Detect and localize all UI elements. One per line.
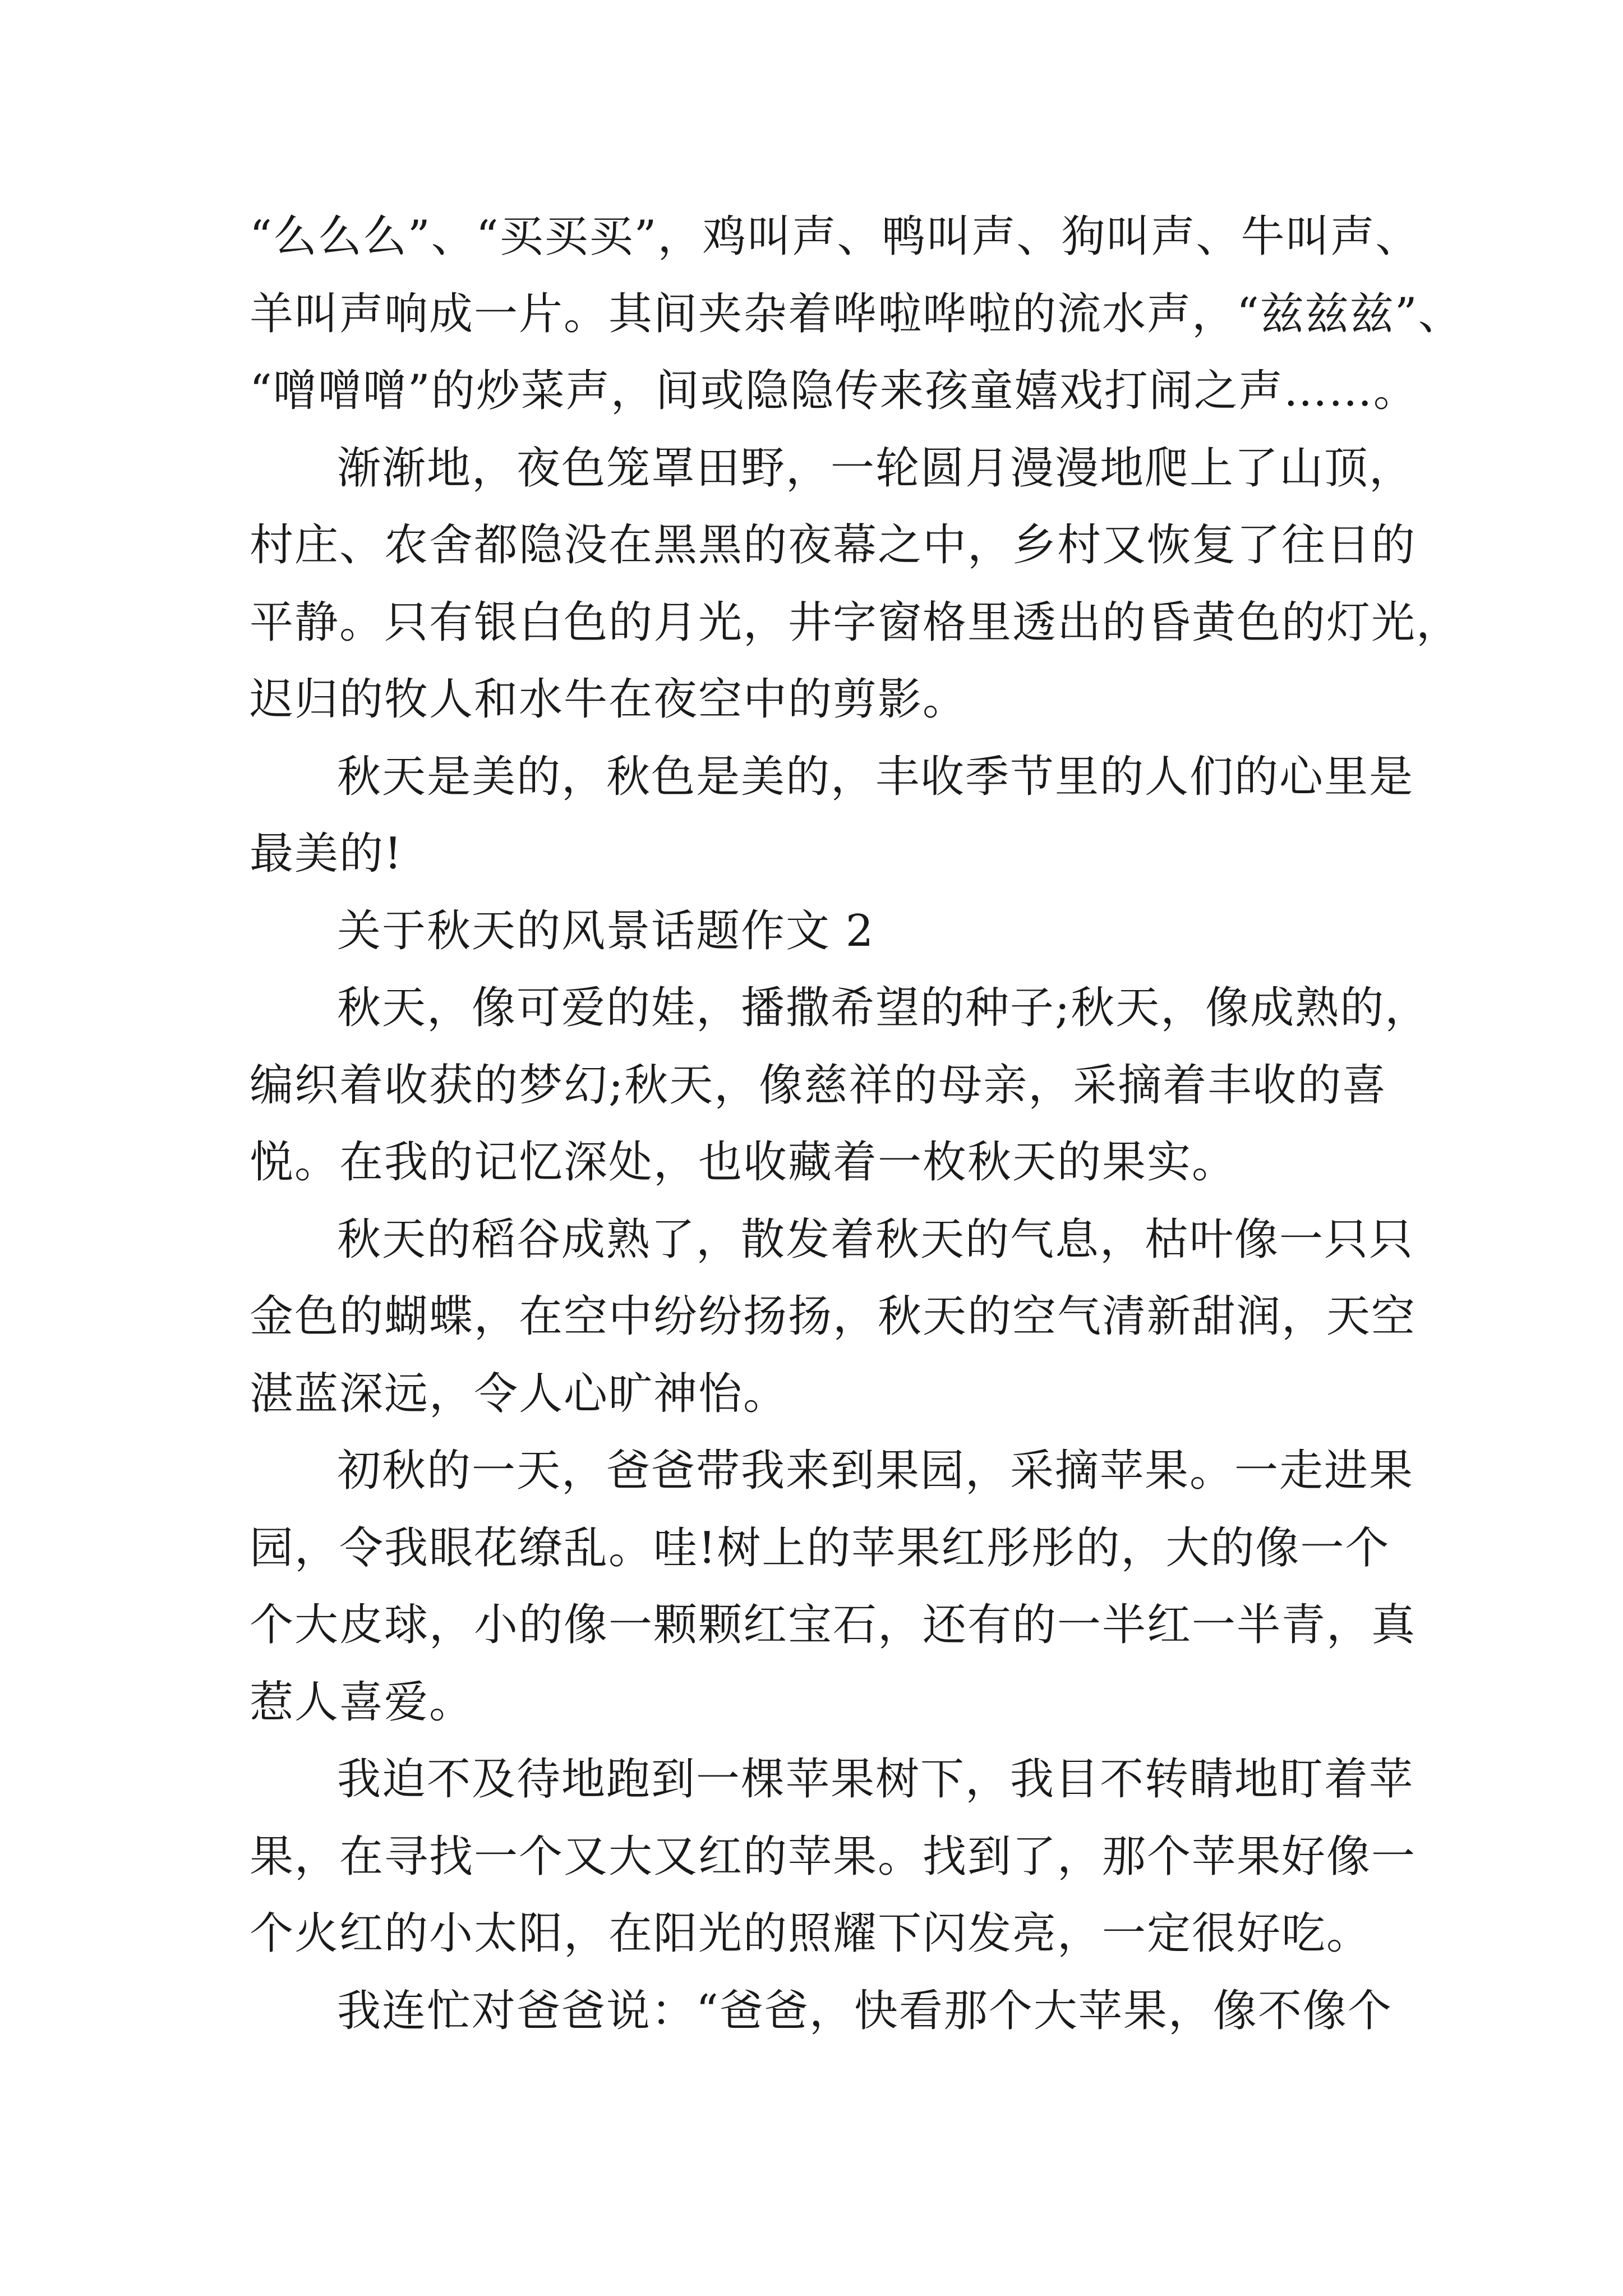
text-line: 秋天的稻谷成熟了，散发着秋天的气息，枯叶像一只只 [337,1214,1414,1265]
text-line: “噌噌噌”的炒菜声，间或隐隐传来孩童嬉戏打闹之声……。 [250,366,1418,416]
text-line: 羊叫声响成一片。其间夹杂着哗啦哗啦的流水声，“兹兹兹”、 [250,288,1463,339]
text-line: 关于秋天的风景话题作文 2 [337,905,875,956]
text-line: 惹人喜爱。 [250,1677,474,1728]
text-line: 悦。在我的记忆深处，也收藏着一枚秋天的果实。 [250,1137,1237,1188]
text-line: 村庄、农舍都隐没在黑黑的夜幕之中，乡村又恢复了往日的 [250,520,1417,570]
text-line: 我迫不及待地跑到一棵苹果树下，我目不转睛地盯着苹 [337,1754,1414,1805]
text-line: 迟归的牧人和水牛在夜空中的剪影。 [250,674,968,725]
text-line: 个火红的小太阳，在阳光的照耀下闪发亮，一定很好吃。 [250,1908,1372,1959]
text-line: 秋天，像可爱的娃，播撒希望的种子;秋天，像成熟的， [337,983,1430,1033]
text-line: 果，在寻找一个又大又红的苹果。找到了，那个苹果好像一 [250,1831,1417,1882]
text-line: 园，令我眼花缭乱。哇!树上的苹果红彤彤的，大的像一个 [250,1522,1390,1573]
text-line: 编织着收获的梦幻;秋天，像慈祥的母亲，采摘着丰收的喜 [250,1060,1387,1111]
text-line: 最美的! [250,829,403,879]
text-line: 初秋的一天，爸爸带我来到果园，采摘苹果。一走进果 [337,1446,1414,1496]
text-line: 平静。只有银白色的月光，井字窗格里透出的昏黄色的灯光， [250,597,1461,648]
text-line: 个大皮球，小的像一颗颗红宝石，还有的一半红一半青，真 [250,1600,1417,1650]
text-line: 秋天是美的，秋色是美的，丰收季节里的人们的心里是 [337,751,1414,802]
text-line: 湛蓝深远，令人心旷神怡。 [250,1368,789,1419]
text-line: 我连忙对爸爸说：“爸爸，快看那个大苹果，像不像个 [337,1985,1393,2036]
text-line: 渐渐地，夜色笼罩田野，一轮圆月漫漫地爬上了山顶， [337,443,1414,494]
text-line: 金色的蝴蝶，在空中纷纷扬扬，秋天的空气清新甜润，天空 [250,1291,1417,1342]
text-line: “么么么”、“买买买”，鸡叫声、鸭叫声、狗叫声、牛叫声、 [250,211,1421,262]
